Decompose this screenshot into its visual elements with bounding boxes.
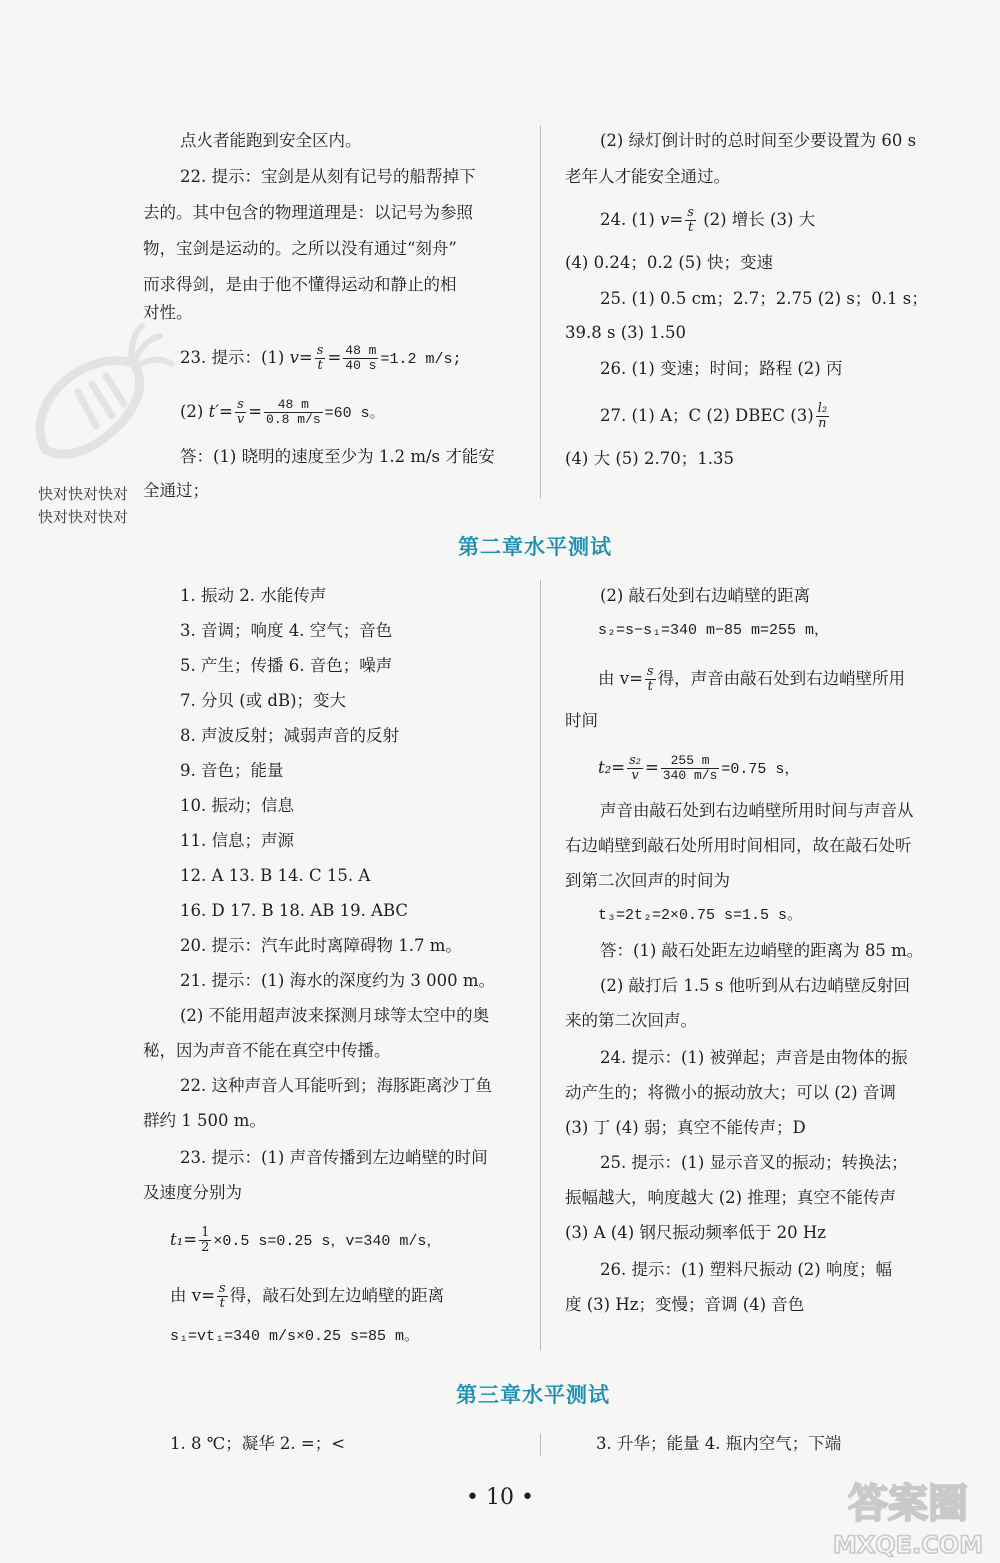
fraction bbox=[343, 344, 378, 373]
answer-line: 25. (1) 0.5 cm；2.7；2.75 (2) s；0.1 s； bbox=[600, 289, 928, 308]
answer-line: 26. (1) 变速；时间；路程 (2) 丙 bbox=[600, 359, 843, 378]
formula-label: 23. 提示：(1) bbox=[180, 348, 285, 367]
fraction bbox=[816, 402, 829, 431]
answer-line: 时间 bbox=[565, 711, 598, 730]
page-number: • 10 • bbox=[466, 1485, 534, 1510]
formula-text: ×0.5 s=0.25 s，v=340 m/s， bbox=[213, 1233, 442, 1250]
formula-line bbox=[170, 1226, 441, 1255]
fraction bbox=[685, 206, 696, 235]
fraction-numerator: s bbox=[316, 343, 324, 358]
answer-line: (2) 绿灯倒计时的总时间至少要设置为 60 s bbox=[600, 131, 917, 150]
formula-text: 27. (1) A；C (2) DBEC (3) bbox=[600, 406, 814, 425]
answer-line: 23. 提示：(1) 声音传播到左边峭壁的时间 bbox=[180, 1148, 488, 1167]
answer-line: 39.8 s (3) 1.50 bbox=[565, 323, 687, 342]
formula-text: (2) 增长 (3) 大 bbox=[703, 210, 816, 229]
answer-line: 而求得剑，是由于他不懂得运动和静止的相 bbox=[143, 275, 457, 294]
formula-line bbox=[600, 206, 815, 235]
answer-line: 1. 8 ℃；凝华 2. =；< bbox=[170, 1434, 346, 1453]
fraction bbox=[627, 754, 643, 783]
answer-line: (3) A (4) 钢尺振动频率低于 20 Hz bbox=[565, 1223, 826, 1242]
formula-text: 得，敲石处到左边峭壁的距离 bbox=[229, 1286, 445, 1305]
formula-line bbox=[598, 665, 905, 694]
formula-text: = bbox=[327, 348, 342, 367]
fraction-numerator: s bbox=[235, 398, 246, 413]
answer-line: 3. 升华；能量 4. 瓶内空气；下端 bbox=[596, 1434, 842, 1453]
answer-line: 对性。 bbox=[143, 303, 193, 322]
answer-line: 右边峭壁到敲石处所用时间相同，故在敲石处听 bbox=[565, 836, 912, 855]
formula-line: t₃=2t₂=2×0.75 s=1.5 s。 bbox=[598, 907, 803, 924]
formula-text: t′= bbox=[208, 402, 233, 421]
answer-line: 声音由敲石处到右边峭壁所用时间与声音从 bbox=[600, 801, 914, 820]
fraction bbox=[235, 398, 246, 427]
fraction-denominator: n bbox=[818, 416, 827, 431]
fraction bbox=[199, 1226, 211, 1255]
fraction-numerator: l₂ bbox=[817, 401, 828, 416]
watermark-text: 快对快对快对 bbox=[38, 485, 129, 503]
formula-text: 由 v= bbox=[170, 1286, 215, 1305]
fraction-denominator: v bbox=[631, 768, 639, 783]
formula-text: =1.2 m/s; bbox=[380, 351, 462, 368]
answer-line: 22. 提示：宝剑是从刻有记号的船帮掉下 bbox=[180, 167, 476, 186]
answer-line: (4) 0.24；0.2 (5) 快；变速 bbox=[565, 253, 773, 272]
formula-text: t₁= bbox=[170, 1230, 198, 1249]
fraction bbox=[264, 398, 323, 427]
answer-line: 22. 这种声音人耳能听到；海豚距离沙丁鱼 bbox=[180, 1076, 492, 1095]
fraction-numerator: s bbox=[646, 664, 654, 679]
fraction-denominator: 2 bbox=[201, 1240, 210, 1255]
answer-line: 26. 提示：(1) 塑料尺振动 (2) 响度；幅 bbox=[600, 1260, 892, 1279]
answer-line: 到第二次回声的时间为 bbox=[565, 871, 730, 890]
formula-text: =0.75 s， bbox=[721, 761, 800, 778]
answer-line: 全通过； bbox=[143, 481, 209, 500]
column-divider bbox=[540, 126, 541, 498]
answer-line: 来的第二次回声。 bbox=[565, 1011, 697, 1030]
formula-label: 24. (1) bbox=[600, 210, 655, 229]
formula-line: s₁=vt₁=340 m/s×0.25 s=85 m。 bbox=[170, 1328, 420, 1345]
answer-line: 20. 提示：汽车此时离障碍物 1.7 m。 bbox=[180, 936, 462, 955]
answer-line: 群约 1 500 m。 bbox=[143, 1111, 266, 1130]
answer-line: 5. 产生；传播 6. 音色；噪声 bbox=[180, 656, 393, 675]
fraction-numerator: s₂ bbox=[629, 753, 641, 768]
formula-label: (2) bbox=[180, 402, 204, 421]
formula-line: s₂=s−s₁=340 m−85 m=255 m， bbox=[598, 622, 830, 639]
answer-line: 老年人才能安全通过。 bbox=[565, 167, 730, 186]
answer-line: 及速度分别为 bbox=[143, 1183, 242, 1202]
answer-line: 9. 音色；能量 bbox=[180, 761, 284, 780]
answer-line: 度 (3) Hz；变慢；音调 (4) 音色 bbox=[565, 1295, 805, 1314]
carrot-logo-icon bbox=[26, 322, 176, 472]
column-divider bbox=[540, 580, 541, 1350]
answer-line: 去的。其中包含的物理道理是：以记号为参照 bbox=[143, 203, 473, 222]
svg-text:MXQE.COM: MXQE.COM bbox=[832, 1531, 984, 1559]
formula-line bbox=[180, 398, 385, 427]
answer-line: 振幅越大，响度越大 (2) 推理；真空不能传声 bbox=[565, 1188, 896, 1207]
formula-line bbox=[598, 754, 799, 783]
chapter-title: 第三章水平测试 bbox=[456, 1383, 610, 1407]
answer-line: 16. D 17. B 18. AB 19. ABC bbox=[180, 901, 409, 920]
answer-line: 动产生的；将微小的振动放大；可以 (2) 音调 bbox=[565, 1083, 896, 1102]
answer-line: 答：(1) 晓明的速度至少为 1.2 m/s 才能安 bbox=[180, 447, 495, 466]
fraction bbox=[661, 754, 720, 783]
answer-line: 3. 音调；响度 4. 空气；音色 bbox=[180, 621, 393, 640]
fraction-denominator: t bbox=[219, 1296, 225, 1311]
answer-line: 7. 分贝 (或 dB)；变大 bbox=[180, 691, 347, 710]
answer-line: 点火者能跑到安全区内。 bbox=[180, 131, 362, 150]
chapter-title: 第二章水平测试 bbox=[458, 535, 612, 559]
fraction-numerator: 48 m bbox=[264, 398, 323, 413]
answer-line: (3) 丁 (4) 弱；真空不能传声；D bbox=[565, 1118, 806, 1137]
formula-text: = bbox=[644, 758, 659, 777]
answer-line: (4) 大 (5) 2.70；1.35 bbox=[565, 449, 734, 468]
answer-line: 答：(1) 敲石处距左边峭壁的距离为 85 m。 bbox=[600, 941, 924, 960]
answer-line: 21. 提示：(1) 海水的深度约为 3 000 m。 bbox=[180, 971, 495, 990]
fraction-denominator: v bbox=[236, 412, 245, 427]
column-divider bbox=[540, 1434, 541, 1456]
formula-text: t₂= bbox=[598, 758, 626, 777]
answer-line: (2) 不能用超声波来探测月球等太空中的奥 bbox=[180, 1006, 490, 1025]
formula-text: = bbox=[248, 402, 263, 421]
answer-line: 24. 提示：(1) 被弹起；声音是由物体的振 bbox=[600, 1048, 908, 1067]
fraction-denominator: t bbox=[647, 679, 653, 694]
svg-text:答案圈: 答案圈 bbox=[848, 1481, 968, 1527]
formula-text: =60 s。 bbox=[324, 405, 385, 422]
formula-line bbox=[600, 402, 831, 431]
fraction-denominator: 0.8 m/s bbox=[266, 412, 321, 427]
fraction-numerator: s bbox=[218, 1281, 226, 1296]
fraction-numerator: 48 m bbox=[345, 343, 377, 358]
fraction bbox=[645, 665, 656, 694]
fraction-denominator: t bbox=[317, 358, 323, 373]
answer-line: 11. 信息；声源 bbox=[180, 831, 294, 850]
formula-text: v= bbox=[660, 210, 684, 229]
formula-line bbox=[170, 1282, 444, 1311]
watermark-stamp-icon bbox=[820, 1465, 995, 1560]
fraction-numerator: 1 bbox=[201, 1225, 210, 1240]
answer-line: 25. 提示：(1) 显示音叉的振动；转换法； bbox=[600, 1153, 908, 1172]
formula-text: 得，声音由敲石处到右边峭壁所用 bbox=[657, 669, 906, 688]
fraction-numerator: s bbox=[687, 205, 694, 220]
watermark-text: 快对快对快对 bbox=[38, 508, 129, 526]
answer-line: (2) 敲打后 1.5 s 他听到从右边峭壁反射回 bbox=[600, 976, 911, 995]
answer-line: 10. 振动；信息 bbox=[180, 796, 294, 815]
answer-line: 1. 振动 2. 水能传声 bbox=[180, 586, 327, 605]
answer-line: 秘，因为声音不能在真空中传播。 bbox=[143, 1041, 391, 1060]
answer-line: 物，宝剑是运动的。之所以没有通过“刻舟” bbox=[143, 239, 457, 258]
formula-line bbox=[180, 344, 462, 373]
fraction-denominator: t bbox=[687, 220, 694, 235]
fraction-denominator: 340 m/s bbox=[662, 768, 718, 783]
answer-line: 8. 声波反射；减弱声音的反射 bbox=[180, 726, 399, 745]
formula-text: v= bbox=[289, 348, 313, 367]
answer-line: (2) 敲石处到右边峭壁的距离 bbox=[600, 586, 811, 605]
fraction-denominator: 40 s bbox=[345, 358, 377, 373]
formula-text: 由 v= bbox=[598, 669, 643, 688]
answer-line: 12. A 13. B 14. C 15. A bbox=[180, 866, 371, 885]
fraction bbox=[217, 1282, 228, 1311]
fraction bbox=[315, 344, 326, 373]
fraction-numerator: 255 m bbox=[661, 754, 720, 769]
